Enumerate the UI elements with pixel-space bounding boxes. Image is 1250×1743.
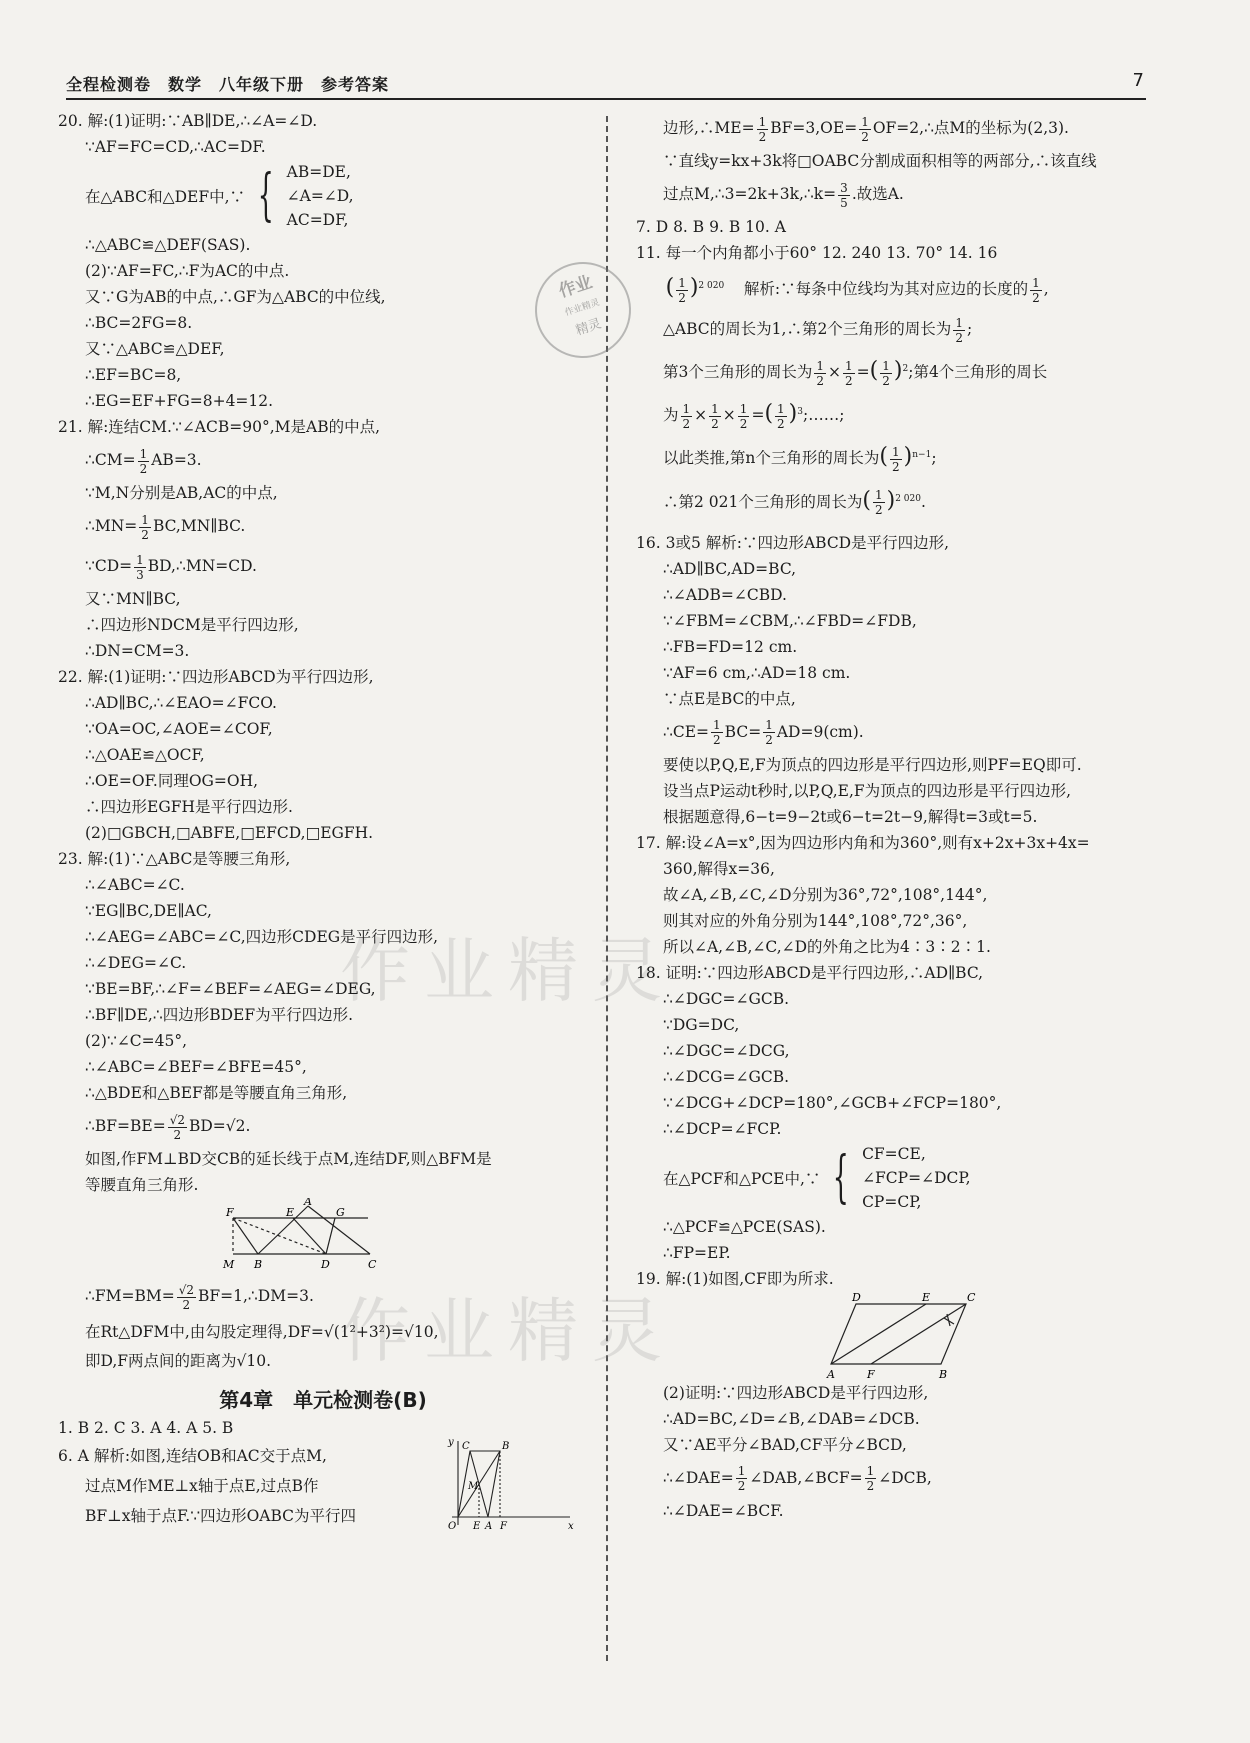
text-line: ∴AD∥BC,∴∠EAO=∠FCO. (85, 694, 277, 712)
numerator: 1 (1032, 275, 1040, 290)
text-line: ∴∠DEG=∠C. (85, 954, 187, 972)
segment-ae (831, 1304, 926, 1364)
text-span: 过点M,∴3=2k+3k,∴k= (663, 185, 837, 203)
denominator: 2 (777, 416, 785, 431)
fraction (168, 1113, 187, 1142)
numerator: 1 (777, 401, 785, 416)
label-y: y (448, 1437, 454, 1448)
text-line: 故∠A,∠B,∠C,∠D分别为36°,72°,108°,144°, (663, 885, 988, 904)
text-line: 在△ABC和△DEF中,∵ (85, 188, 245, 206)
text-line: ∵∠DCG+∠DCP=180°,∠GCB+∠FCP=180°, (663, 1093, 1002, 1112)
numerator: 1 (713, 718, 721, 733)
answer-20 (58, 108, 588, 414)
label-F: F (500, 1521, 507, 1532)
text-line: AB=DE, (286, 163, 351, 181)
answer-6-continued (636, 108, 1156, 214)
fraction (814, 359, 826, 388)
label-E: E (286, 1206, 295, 1219)
chapter-title: 第4章 单元检测卷(B) (219, 1388, 427, 1412)
watermark: 作业精灵 (340, 1290, 676, 1372)
parallelogram (831, 1304, 966, 1364)
denominator: 2 (182, 1297, 191, 1312)
text-span: BF=1,∴DM=3. (198, 1287, 314, 1305)
text-line (58, 506, 588, 546)
fraction (843, 359, 855, 388)
question-number (636, 280, 661, 298)
text-line: 如图,作FM⊥BD交CB的延长线于点M,连结DF,则△BFM是 (85, 1150, 492, 1168)
fraction (1030, 276, 1042, 305)
denominator: 2 (682, 416, 691, 431)
text-line: 又∵AE平分∠BAD,CF平分∠BCD, (663, 1435, 907, 1454)
text-line: ∴∠ABC=∠BEF=∠BFE=45°, (85, 1058, 307, 1076)
paren: ) (689, 275, 699, 301)
fraction (953, 316, 965, 345)
text-line: BF⊥x轴于点F.∵四边形OABC为平行四 (85, 1507, 357, 1525)
text-span: 边形,∴ME= (663, 119, 755, 137)
text-line: ∠FCP=∠DCP, (862, 1168, 971, 1187)
numerator: 1 (141, 512, 149, 527)
text-line: ( $\frac{1}{2}$ )$^{2 020}$ 解析:∵每条中位线均为其对应边的长度的 $\frac{1}{2}$ , (636, 266, 1156, 309)
fraction (865, 1464, 877, 1493)
stamp-text: 作业 (556, 272, 595, 302)
text-line: ∴BF∥DE,∴四边形BDEF为平行四边形. (85, 1006, 354, 1024)
text-line: 19. 解:(1)如图,CF即为所求. (636, 1269, 834, 1288)
paren: ) (886, 487, 896, 513)
segment-cf (871, 1304, 966, 1364)
text-line: 设当点P运动t秒时,以P,Q,E,F为顶点的四边形是平行四边形, (663, 781, 1072, 800)
numerator: 1 (861, 114, 869, 129)
exponent: 2 (902, 364, 909, 375)
text-span: ∠DCB, (878, 1468, 932, 1487)
numerator: 1 (758, 114, 767, 129)
answers-7-10: 7. D 8. B 9. B 10. A (636, 218, 786, 236)
denominator: 2 (866, 1479, 875, 1494)
exponent: 3 (797, 407, 803, 418)
denominator: 2 (1032, 290, 1040, 305)
paren: ( (764, 401, 774, 427)
denominator: 2 (874, 503, 883, 518)
watermark: 作业精灵 (340, 930, 676, 1012)
header-title: 全程检测卷 数学 八年级下册 参考答案 (66, 75, 390, 94)
label-D: D (852, 1291, 861, 1304)
text-span: ∠DAB,∠BCF= (749, 1468, 863, 1487)
text-line: (2)证明:∵四边形ABCD是平行四边形, (663, 1383, 929, 1402)
label-C: C (368, 1258, 377, 1271)
text-span: = (856, 363, 870, 382)
text-line: 则其对应的外角分别为144°,108°,72°,36°, (663, 911, 968, 930)
text-span: ∴FM=BM= (85, 1287, 175, 1305)
text-span: .故选A. (851, 185, 904, 203)
paren: ( (665, 275, 675, 301)
text-line: 即D,F两点间的距离为√10. (85, 1352, 272, 1370)
label-E: E (473, 1521, 481, 1532)
text-line: ∴△OAE≌△OCF, (85, 746, 205, 764)
text-span: BC,MN∥BC. (152, 517, 246, 535)
denominator: 2 (139, 461, 148, 476)
equation-system (636, 1142, 1156, 1214)
paren: ) (788, 401, 798, 427)
label-A: A (485, 1521, 493, 1532)
text-line: 6. A 解析:如图,连结OB和AC交于点M, (58, 1447, 327, 1465)
text-line: CF=CE, (862, 1144, 926, 1163)
fraction (709, 402, 721, 431)
text-line: 过点M作ME⊥x轴于点E,过点B作 (85, 1477, 319, 1495)
text-span: BC= (724, 722, 762, 741)
fraction (890, 445, 902, 474)
label-B: B (502, 1441, 510, 1452)
text-line: ∴FP=EP. (663, 1243, 731, 1262)
label-M: M (223, 1258, 235, 1271)
numerator: 1 (711, 401, 719, 416)
text-span: 第3个三角形的周长为 (663, 363, 813, 382)
text-span: BD=√2. (188, 1117, 251, 1135)
text-span: ;……; (803, 406, 845, 425)
numerator: 1 (874, 488, 883, 503)
paren: ) (903, 444, 913, 470)
text-span: ∴CE= (663, 722, 710, 741)
text-line: ∴FB=FD=12 cm. (663, 637, 798, 656)
numerator: 1 (866, 1464, 875, 1479)
page-number: 7 (1132, 70, 1144, 91)
dashed-line (233, 1218, 326, 1254)
text-line: CP=CP, (862, 1192, 922, 1211)
fraction (676, 276, 688, 305)
denominator: 2 (765, 733, 773, 748)
right-column (636, 108, 1156, 1524)
text-line: 21. 解:连结CM.∵∠ACB=90°,M是AB的中点, (58, 418, 381, 436)
text-span: AD=9(cm). (776, 722, 864, 741)
text-line: ∴∠DGC=∠GCB. (663, 989, 790, 1008)
text-line: ∴AD∥BC,AD=BC, (663, 559, 797, 578)
denominator: 2 (739, 416, 748, 431)
text-line: 根据题意得,6−t=9−2t或6−t=2t−9,解得t=3或t=5. (663, 807, 1038, 826)
text-line (636, 174, 1156, 214)
fraction (873, 488, 885, 517)
text-line: ∵直线y=kx+3k将□OABC分割成面积相等的两部分,∴该直线 (663, 152, 1097, 170)
text-line: △ABC的周长为1,∴第2个三角形的周长为 $\frac{1}{2}$ ; (663, 315, 973, 345)
text-line: ∴EF=BC=8, (85, 366, 182, 384)
text-line: 在Rt△DFM中,由勾股定理得,DF=√(1²+3²)=√10, (85, 1323, 439, 1341)
stamp-text: 作业精灵 (563, 297, 602, 319)
text-line: 为 $\frac{1}{2}$ × $\frac{1}{2}$ × $\frac{1}{2}$ =( $\frac{1}{2}$ )$^3$;……; (663, 401, 845, 431)
label-A: A (827, 1367, 835, 1380)
text-line: 23. 解:(1)∵△ABC是等腰三角形, (58, 850, 291, 868)
text-line: ∴∠DCG=∠GCB. (663, 1067, 790, 1086)
fraction (859, 115, 871, 144)
answer-16 (636, 530, 1156, 830)
denominator: 5 (840, 195, 848, 210)
denominator: 3 (136, 567, 144, 582)
answers-1-5: 1. B 2. C 3. A 4. A 5. B (58, 1419, 234, 1437)
text-line: 所以∠A,∠B,∠C,∠D的外角之比为4∶3∶2∶1. (663, 937, 991, 956)
numerator: 1 (845, 358, 853, 373)
text-line: 等腰直角三角形. (85, 1176, 199, 1194)
label-O: O (448, 1521, 457, 1532)
fraction (177, 1283, 196, 1312)
text-line: ∴OE=OF.同理OG=OH, (85, 772, 259, 790)
denominator: 2 (711, 416, 719, 431)
page-header (66, 68, 1146, 100)
text-line: ∴∠ABC=∠C. (85, 876, 185, 894)
left-column (58, 108, 588, 1531)
text-span: ∵CD= (85, 557, 133, 575)
numerator: 1 (678, 275, 686, 290)
text-span: BF=3,OE= (770, 119, 858, 137)
text-line: (2)□GBCH,□ABFE,□EFCD,□EGFH. (85, 824, 374, 842)
text-span: 以此类推,第n个三角形的周长为 (663, 449, 880, 468)
denominator: 2 (758, 129, 767, 144)
answer-22 (58, 664, 588, 846)
line-segment (258, 1206, 308, 1254)
text-line: ∵点E是BC的中点, (663, 689, 796, 708)
text-line (58, 1106, 588, 1146)
text-span: BD,∴MN=CD. (147, 557, 257, 575)
brace-icon: { (257, 163, 274, 228)
text-line: 20. 解:(1)证明:∵AB∥DE,∴∠A=∠D. (58, 112, 318, 130)
text-line: 22. 解:(1)证明:∵四边形ABCD为平行四边形, (58, 668, 374, 686)
text-line: ∵M,N分别是AB,AC的中点, (85, 484, 278, 502)
denominator: 2 (861, 129, 869, 144)
figure-19 (826, 1292, 976, 1380)
answer-21 (58, 414, 588, 664)
text-line: ∴∠ADB=∠CBD. (663, 585, 787, 604)
exponent: n−1 (912, 450, 932, 461)
text-span: ∴∠DAE= (663, 1468, 734, 1487)
text-line: ∵∠FBM=∠CBM,∴∠FBD=∠FDB, (663, 611, 917, 630)
text-span: × (828, 363, 842, 382)
text-line: ∵DG=DC, (663, 1015, 740, 1034)
denominator: 2 (678, 290, 686, 305)
answers-11-14: 11. 每一个内角都小于60° 12. 240 13. 70° 14. 16 (636, 244, 998, 262)
text-line: 要使以P,Q,E,F为顶点的四边形是平行四边形,则PF=EQ即可. (663, 755, 1082, 774)
label-C: C (462, 1441, 470, 1452)
denominator: 2 (892, 460, 900, 475)
text-line: (2)∵AF=FC,∴F为AC的中点. (85, 262, 290, 280)
text-line: ∴△BDE和△BEF都是等腰直角三角形, (85, 1084, 348, 1102)
text-line: ∴∠AEG=∠ABC=∠C,四边形CDEG是平行四边形, (85, 928, 439, 946)
text-span: ;第4个三角形的周长 (908, 363, 1048, 382)
denominator: 2 (737, 1479, 746, 1494)
text-span: ∴CM= (85, 451, 136, 469)
paren: ( (879, 444, 889, 470)
text-span: OF=2,∴点M的坐标为(2,3). (872, 119, 1069, 137)
numerator: 1 (682, 401, 691, 416)
denominator: 2 (955, 330, 963, 345)
text-line (58, 1276, 588, 1316)
numerator: 1 (737, 1464, 746, 1479)
text-line (636, 712, 1156, 752)
text-line (636, 108, 1156, 148)
text-span: AB=3. (151, 451, 202, 469)
numerator: √2 (178, 1282, 195, 1297)
fraction (763, 718, 775, 747)
paren: ( (869, 358, 879, 384)
label-B: B (939, 1367, 948, 1380)
fraction (711, 718, 723, 747)
label-C: C (967, 1291, 976, 1304)
text-line: ∴∠DCP=∠FCP. (663, 1119, 782, 1138)
text-line: ∵EG∥BC,DE∥AC, (85, 902, 212, 920)
label-A: A (304, 1198, 312, 1208)
text-line (636, 1458, 1156, 1498)
denominator: 2 (173, 1127, 182, 1142)
label-D: D (321, 1258, 330, 1271)
text-line (58, 440, 588, 480)
text-line: ∵OA=OC,∠AOE=∠COF, (85, 720, 273, 738)
figure-23 (218, 1198, 418, 1276)
answer-23 (58, 846, 588, 1374)
brace-icon: { (833, 1144, 850, 1210)
equation-system (58, 160, 588, 232)
numerator: 1 (765, 718, 773, 733)
text-line: ∴四边形EGFH是平行四边形. (85, 798, 293, 816)
numerator: 1 (882, 358, 890, 373)
text-line: ∴AD=BC,∠D=∠B,∠DAB=∠DCB. (663, 1409, 920, 1428)
stamp-text: 精灵 (574, 316, 604, 339)
text-line: 又∵△ABC≌△DEF, (85, 340, 225, 358)
text-line: 以此类推,第n个三角形的周长为( $\frac{1}{2}$ )$^{n-1}$; (663, 444, 937, 475)
text-span: ∴第2 021个三角形的周长为 (663, 492, 863, 511)
exponent: 2 020 (895, 493, 921, 504)
fraction (880, 359, 892, 388)
text-line: ∴DN=CM=3. (85, 642, 190, 660)
text-line: ∵AF=FC=CD,∴AC=DF. (85, 138, 266, 156)
fraction (757, 115, 769, 144)
numerator: √2 (169, 1112, 185, 1127)
label-G: G (336, 1206, 345, 1219)
text-line: ∴△PCF≌△PCE(SAS). (663, 1217, 826, 1236)
denominator: 2 (713, 733, 721, 748)
numerator: 3 (840, 180, 848, 195)
text-line: 16. 3或5 解析:∵四边形ABCD是平行四边形, (636, 533, 950, 552)
answer-19 (636, 1266, 1156, 1524)
fraction (775, 402, 787, 431)
fraction (681, 402, 693, 431)
text-line: 又∵G为AB的中点,∴GF为△ABC的中位线, (85, 288, 386, 306)
text-span: ∴MN= (85, 517, 138, 535)
text-line: ∴EG=EF+FG=8+4=12. (85, 392, 274, 410)
label-E: E (922, 1291, 931, 1304)
text-line: 又∵MN∥BC, (85, 590, 181, 608)
text-line: (2)∵∠C=45°, (85, 1032, 188, 1050)
numerator: 1 (955, 315, 963, 330)
label-F: F (226, 1206, 234, 1219)
text-line: 18. 证明:∵四边形ABCD是平行四边形,∴AD∥BC, (636, 963, 984, 982)
text-span: 解析:∵每条中位线均为其对应边的长度的 (743, 280, 1029, 299)
denominator: 2 (141, 527, 149, 542)
exponent: 2 020 (698, 281, 725, 291)
numerator: 1 (739, 401, 748, 416)
fraction (138, 447, 150, 476)
text-line (58, 546, 588, 586)
label-x: x (568, 1521, 574, 1532)
text-span: ∴BF=BE= (85, 1117, 166, 1135)
answer-15 (636, 266, 1156, 522)
numerator: 1 (892, 445, 900, 460)
label-B: B (254, 1258, 263, 1271)
answer-17 (636, 830, 1156, 960)
text-line: ∴BC=2FG=8. (85, 314, 193, 332)
numerator: 1 (816, 358, 825, 373)
answer-6 (58, 1437, 588, 1532)
fraction (139, 513, 151, 542)
text-line: ∴∠DAE=∠BCF. (663, 1501, 784, 1520)
denominator: 2 (845, 373, 853, 388)
numerator: 1 (136, 552, 144, 567)
paren: ) (893, 358, 903, 384)
denominator: 2 (882, 373, 890, 388)
text-line: ∴△ABC≌△DEF(SAS). (85, 236, 251, 254)
denominator: 2 (816, 373, 825, 388)
answer-18 (636, 960, 1156, 1266)
text-line: ∵AF=6 cm,∴AD=18 cm. (663, 663, 851, 682)
text-span: 为 (663, 406, 679, 425)
numerator: 1 (139, 446, 148, 461)
text-line: ∴第2 021个三角形的周长为( $\frac{1}{2}$ )$^{2 020}$. (663, 487, 926, 518)
text-line: 17. 解:设∠A=x°,因为四边形内角和为360°,则有x+2x+3x+4x= (636, 833, 1090, 852)
text-line: ∴四边形NDCM是平行四边形, (85, 616, 299, 634)
text-line: ∵BE=BF,∴∠F=∠BEF=∠AEG=∠DEG, (85, 980, 376, 998)
fraction (838, 181, 850, 210)
label-M: M (468, 1481, 479, 1492)
paren: ( (862, 487, 871, 513)
text-line (636, 349, 1156, 392)
label-F: F (867, 1367, 875, 1380)
fraction (134, 553, 146, 582)
text-line: ∠A=∠D, (286, 187, 354, 205)
text-line: ∴∠DGC=∠DCG, (663, 1041, 790, 1060)
figure-6 (440, 1435, 580, 1535)
fraction (738, 402, 750, 431)
text-span: △ABC的周长为1,∴第2个三角形的周长为 (663, 320, 952, 339)
text-line: 在△PCF和△PCE中,∵ (663, 1169, 821, 1188)
text-line: 360,解得x=36, (663, 859, 775, 878)
fraction (736, 1464, 748, 1493)
line-segment (293, 1218, 326, 1254)
text-line: AC=DF, (286, 211, 349, 229)
